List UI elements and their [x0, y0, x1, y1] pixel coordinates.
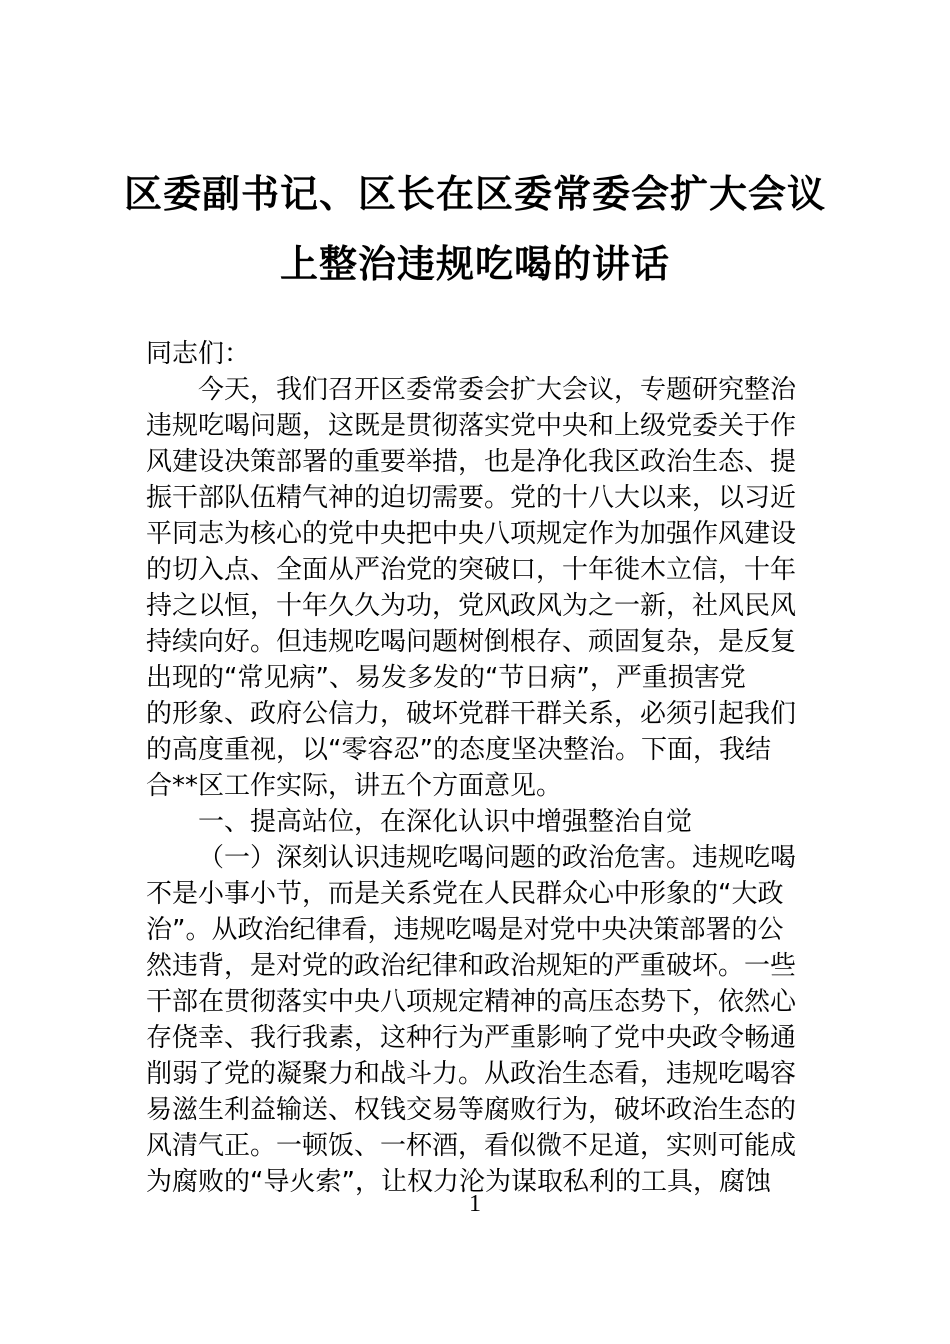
page-number: 1: [469, 1191, 481, 1217]
body-line: 然违背，是对党的政治纪律和政治规矩的严重破坏。一些: [146, 951, 797, 981]
body-line: 的切入点、全面从严治党的突破口，十年徙木立信，十年: [146, 555, 797, 585]
body-line: 今天，我们召开区委常委会扩大会议，专题研究整治: [198, 375, 797, 405]
body-line: 风清气正。一顿饭、一杯酒，看似微不足道，实则可能成: [146, 1131, 797, 1161]
body-line: 削弱了党的凝聚力和战斗力。从政治生态看，违规吃喝容: [146, 1059, 797, 1089]
body-line: 的高度重视，以“零容忍”的态度坚决整治。下面，我结: [146, 735, 771, 765]
body-line: 违规吃喝问题，这既是贯彻落实党中央和上级党委关于作: [146, 411, 797, 441]
body-line: 振干部队伍精气神的迫切需要。党的十八大以来，以习近: [146, 483, 797, 513]
body-line: 不是小事小节，而是关系党在人民群众心中形象的“大政: [146, 879, 784, 909]
body-line: 风建设决策部署的重要举措，也是净化我区政治生态、提: [146, 447, 797, 477]
body-line: （一）深刻认识违规吃喝问题的政治危害。违规吃喝: [198, 843, 797, 873]
document-body: [146, 336, 810, 1200]
document-title-line-2: 上整治违规吃喝的讲话: [279, 242, 670, 286]
greeting: 同志们：: [146, 339, 251, 369]
section-heading: 一、提高站位，在深化认识中增强整治自觉: [198, 807, 693, 837]
body-line: 易滋生利益输送、权钱交易等腐败行为，破坏政治生态的: [146, 1095, 797, 1125]
body-line: 合**区工作实际，讲五个方面意见。: [146, 771, 563, 801]
body-line: 持续向好。但违规吃喝问题树倒根存、顽固复杂，是反复: [146, 627, 797, 657]
body-line: 为腐败的“导火索”，让权力沦为谋取私利的工具，腐蚀: [146, 1167, 771, 1197]
body-line: 出现的“常见病”、易发多发的“节日病”，严重损害党: [146, 663, 746, 693]
body-line: 平同志为核心的党中央把中央八项规定作为加强作风建设: [146, 519, 797, 549]
body-line: 存侥幸、我行我素，这种行为严重影响了党中央政令畅通: [146, 1023, 797, 1053]
document-title-line-1: 区委副书记、区长在区委常委会扩大会议: [123, 172, 826, 216]
body-line: 持之以恒，十年久久为功，党风政风为之一新，社风民风: [146, 591, 797, 621]
body-line: 的形象、政府公信力，破坏党群干群关系，必须引起我们: [146, 699, 797, 729]
body-line: 干部在贯彻落实中央八项规定精神的高压态势下，依然心: [146, 987, 797, 1017]
body-line: 治”。从政治纪律看，违规吃喝是对党中央决策部署的公: [146, 915, 784, 945]
